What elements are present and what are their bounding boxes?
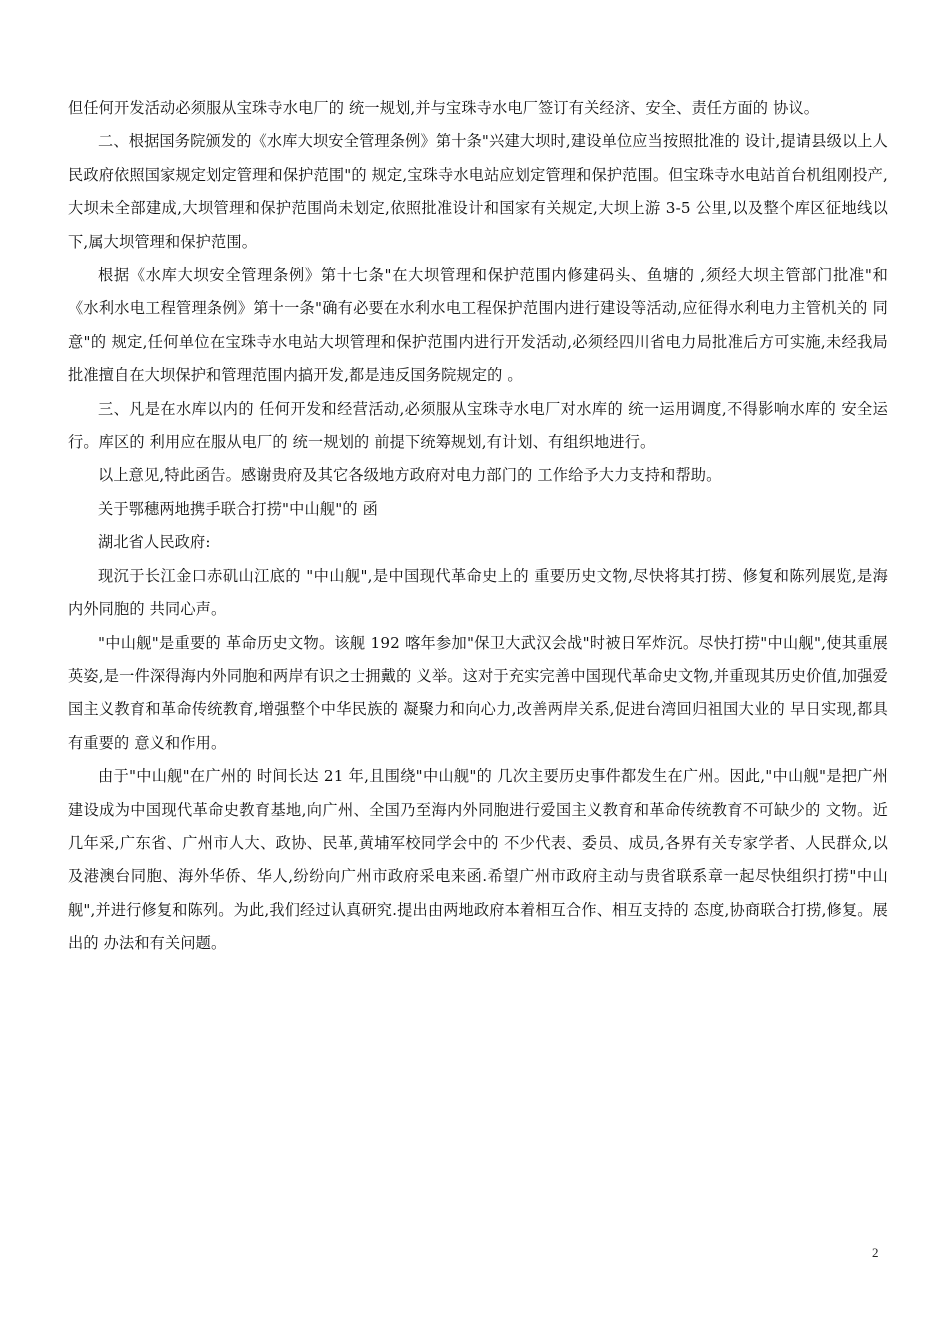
paragraph-zhongshan-guangzhou: 由于"中山舰"在广州的 时间长达 21 年,且围绕"中山舰"的 几次主要历史事件都发生在广州。因此,"中山舰"是把广州建设成为中国现代革命史教育基地,向广州、全国乃至海内外同胞进行爱国主义教育和革命传统教育不可缺少的 文物。近几年采,广东省、广州市人大、政协、民革,黄埔军校同学会中的 不少代表、委员、成员,各界有关专家学者、人民群众,以及港澳台同胞、海外华侨、华人,纷纷向广州市政府采电来函.希望广州市政府主动与贵省联系章一起尽快组织打捞"中山舰",并进行修复和陈列。为此,我们经过认真研究.提出由两地政府本着相互合作、相互支持的 态度,协商联合打捞,修复。展出的 办法和有关问题。 xyxy=(68,767,888,953)
paragraph-agreement-continuation: 但任何开发活动必须服从宝珠寺水电厂的 统一规划,并与宝珠寺水电厂签订有关经济、安全、责任方面的 协议。 xyxy=(68,99,820,117)
paragraph-zhongshan-intro: 现沉于长江金口赤矶山江底的 "中山舰",是中国现代革命史上的 重要历史文物,尽快将其打捞、修复和陈列展览,是海内外同胞的 共同心声。 xyxy=(68,566,888,619)
paragraph-section-three: 三、凡是在水库以内的 任何开发和经营活动,必须服从宝珠寺水电厂对水库的 统一运用调度,不得影响水库的 安全运行。库区的 利用应在服从电厂的 统一规划的 前提下统筹规划,有计划、有组织地进行。 xyxy=(68,399,888,452)
paragraph-regulation-article-17: 根据《水库大坝安全管理条例》第十七条"在大坝管理和保护范围内修建码头、鱼塘的 ,须经大坝主管部门批准"和《水利水电工程管理条例》第十一条"确有必要在水利水电工程保护范围内进行建设等活动,应征得水利电力主管机关的 同意"的 规定,任何单位在宝珠寺水电站大坝管理和保护范围内进行开发活动,必须经四川省电力局批准后方可实施,未经我局批准擅自在大坝保护和管理范围内搞开发,都是违反国务院规定的 。 xyxy=(68,266,888,385)
paragraph-zhongshan-significance: "中山舰"是重要的 革命历史文物。该舰 192 喀年参加"保卫大武汉会战"时被日军炸沉。尽快打捞"中山舰",使其重展英姿,是一件深得海内外同胞和两岸有识之士拥戴的 义举。这对于充实完善中国现代革命史文物,并重现其历史价值,加强爱国主义教育和革命传统教育,增强整个中华民族的 凝聚力和向心力,改善两岸关系,促进台湾回归祖国大业的 早日实现,都具有重要的 意义和作用。 xyxy=(68,633,888,752)
paragraph-closing-remarks: 以上意见,特此函告。感谢贵府及其它各级地方政府对电力部门的 工作给予大力支持和帮助。 xyxy=(98,466,722,485)
paragraph-section-two: 二、根据国务院颁发的《水库大坝安全管理条例》第十条"兴建大坝时,建设单位应当按照批准的 设计,提请县级以上人民政府依照国家规定划定管理和保护范围"的 规定,宝珠寺水电站应划定管理和保护范围。但宝珠寺水电站首台机组刚投产,大坝未全部建成,大坝管理和保护范围尚未划定,依照批准设计和国家有关规定,大坝上游 3-5 公里,以及整个库区征地线以下,属大坝管理和保护范围。 xyxy=(68,132,888,251)
page-number: 2 xyxy=(872,1245,879,1260)
letter-salutation: 湖北省人民政府: xyxy=(98,533,211,552)
document-body xyxy=(68,92,888,961)
letter-title: 关于鄂穗两地携手联合打捞"中山舰"的 函 xyxy=(98,499,378,518)
